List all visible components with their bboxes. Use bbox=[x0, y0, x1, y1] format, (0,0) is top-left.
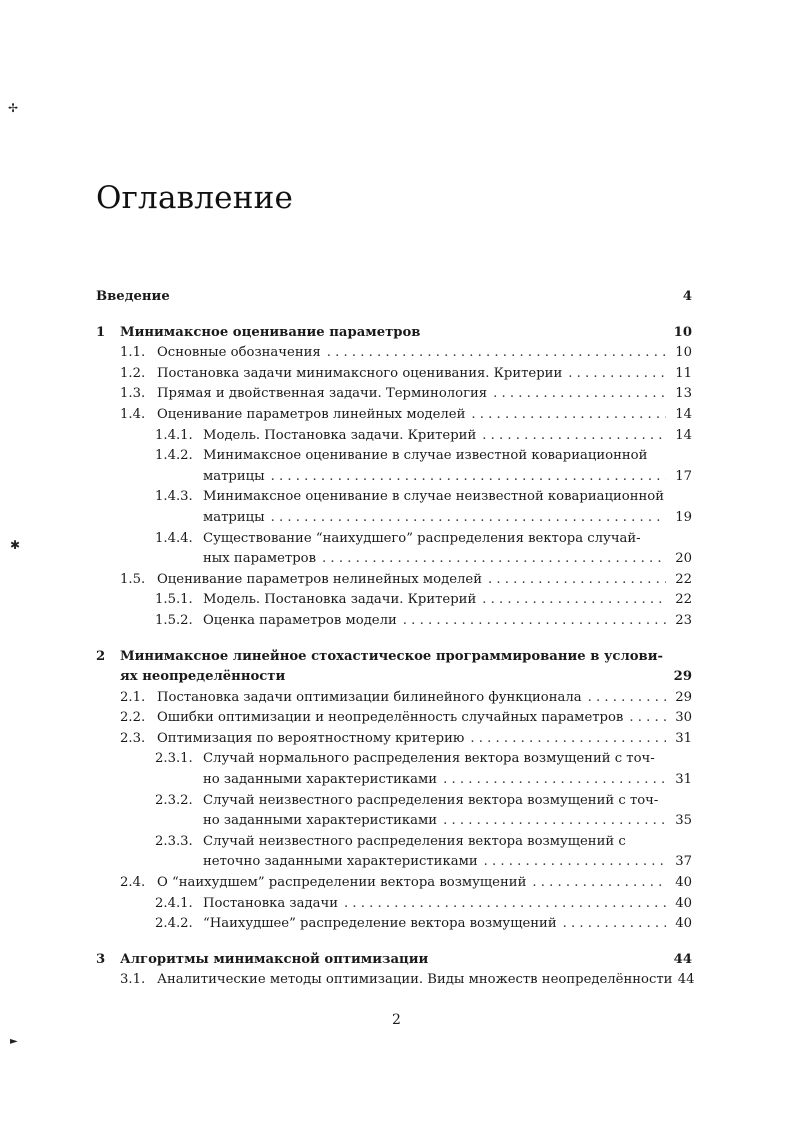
toc-subsection-2-3-1[interactable] bbox=[96, 749, 692, 770]
toc-subsection-number: 1.4.1. bbox=[155, 427, 193, 443]
toc-chapter-1[interactable] bbox=[96, 323, 692, 344]
toc-page-number: 22 bbox=[675, 592, 692, 608]
toc-subsection-title: Постановка задачи bbox=[203, 895, 338, 911]
toc-section-number: 2.2. bbox=[120, 710, 146, 726]
scan-mark-icon: ✢ bbox=[8, 101, 19, 115]
toc-section-2-4[interactable] bbox=[96, 873, 692, 894]
toc-subsection-title: но заданными характеристиками bbox=[203, 772, 438, 788]
toc-page-number: 29 bbox=[673, 669, 692, 685]
toc-leader-dots bbox=[471, 405, 666, 426]
toc-subsection-number: 2.4.2. bbox=[155, 916, 193, 932]
toc-page-number: 14 bbox=[675, 406, 692, 422]
toc-leader-dots bbox=[532, 873, 666, 894]
toc-subsection-number: 1.4.4. bbox=[155, 530, 193, 546]
toc-section-1-2[interactable] bbox=[96, 364, 692, 385]
toc-page-number: 13 bbox=[675, 386, 692, 402]
toc-section-title: Аналитические методы оптимизации. Виды множеств неопределённости bbox=[157, 972, 673, 988]
toc-chapter-2-continued[interactable] bbox=[96, 667, 692, 688]
toc-subsection-1-4-4[interactable] bbox=[96, 529, 692, 550]
toc-subsection-title: Случай нормального распределения вектора возмущений с точ- bbox=[203, 751, 655, 767]
toc-chapter-3[interactable] bbox=[96, 950, 692, 971]
toc-subsection-1-5-1[interactable] bbox=[96, 590, 692, 611]
toc-leader-dots bbox=[403, 611, 666, 632]
toc-leader-dots bbox=[344, 894, 666, 915]
toc-page-number: 31 bbox=[675, 772, 692, 788]
toc-chapter-title: ях неопределённости bbox=[120, 669, 286, 685]
toc-section-title: Ошибки оптимизации и неопределённость случайных параметров bbox=[157, 710, 624, 726]
toc-subsection-2-3-2-continued[interactable] bbox=[96, 811, 692, 832]
toc-subsection-number: 1.4.2. bbox=[155, 448, 193, 464]
toc-leader-dots bbox=[271, 508, 666, 529]
toc-leader-dots bbox=[443, 770, 666, 791]
toc-section-title: Постановка задачи оптимизации билинейного функционала bbox=[157, 689, 582, 705]
toc-subsection-title: Существование “наихудшего” распределения вектора случай- bbox=[203, 530, 641, 546]
toc-subsection-title: Модель. Постановка задачи. Критерий bbox=[203, 592, 477, 608]
toc-page-number: 19 bbox=[675, 509, 692, 525]
toc-leader-dots bbox=[470, 729, 666, 750]
toc-chapter-title: Алгоритмы минимаксной оптимизации bbox=[120, 951, 429, 967]
toc-chapter-2[interactable] bbox=[96, 647, 692, 668]
toc-page-number: 23 bbox=[675, 612, 692, 628]
toc-subsection-title: Минимаксное оценивание в случае неизвестной ковариационной bbox=[203, 489, 665, 505]
toc-page-number: 20 bbox=[675, 551, 692, 567]
toc-section-number: 2.3. bbox=[120, 730, 146, 746]
toc-subsection-title: неточно заданными характеристиками bbox=[203, 854, 478, 870]
page-title: Оглавление bbox=[96, 180, 293, 216]
toc-leader-dots bbox=[271, 467, 666, 488]
toc-page-number: 4 bbox=[682, 289, 692, 304]
toc-page-number: 22 bbox=[675, 571, 692, 587]
toc-subsection-number: 2.3.2. bbox=[155, 792, 193, 808]
toc-leader-dots bbox=[482, 426, 666, 447]
toc-subsection-number: 1.4.3. bbox=[155, 489, 193, 505]
toc-subsection-number: 2.3.1. bbox=[155, 751, 193, 767]
toc-section-number: 1.3. bbox=[120, 386, 146, 402]
toc-leader-dots bbox=[488, 570, 666, 591]
toc-section-2-3[interactable] bbox=[96, 729, 692, 750]
toc-page-number: 14 bbox=[675, 427, 692, 443]
toc-section-number: 1.5. bbox=[120, 571, 146, 587]
toc-section-title: О “наихудшем” распределении вектора возмущений bbox=[157, 875, 527, 891]
scan-mark-icon: ► bbox=[10, 1036, 18, 1047]
toc-subsection-number: 1.5.1. bbox=[155, 592, 193, 608]
toc-page-number: 40 bbox=[675, 875, 692, 891]
toc-leader-dots bbox=[322, 549, 666, 570]
toc-subsection-2-3-1-continued[interactable] bbox=[96, 770, 692, 791]
toc-chapter-number: 1 bbox=[96, 324, 106, 340]
toc-section-number: 1.4. bbox=[120, 406, 146, 422]
toc-subsection-title: но заданными характеристиками bbox=[203, 813, 438, 829]
toc-section-title: Основные обозначения bbox=[157, 345, 321, 361]
toc-page-number: 11 bbox=[675, 365, 692, 381]
toc-leader-dots bbox=[588, 688, 666, 709]
toc-section-number: 1.2. bbox=[120, 365, 146, 381]
toc-page-number: 40 bbox=[675, 916, 692, 932]
toc-leader-dots bbox=[482, 590, 666, 611]
toc-section-2-1[interactable] bbox=[96, 688, 692, 709]
toc-chapter-title: Минимаксное линейное стохастическое программирование в услови- bbox=[120, 648, 663, 664]
toc-subsection-title: Минимаксное оценивание в случае известной ковариационной bbox=[203, 448, 648, 464]
toc-leader-dots bbox=[563, 914, 666, 935]
toc-subsection-1-4-2-continued[interactable] bbox=[96, 467, 692, 488]
toc-leader-dots bbox=[629, 708, 666, 729]
toc-page-number: 10 bbox=[675, 345, 692, 361]
toc-page-number: 17 bbox=[675, 468, 692, 484]
toc-subsection-1-4-1[interactable] bbox=[96, 426, 692, 447]
toc-section-title: Постановка задачи минимаксного оценивания. Критерии bbox=[157, 365, 563, 381]
toc-subsection-number: 2.4.1. bbox=[155, 895, 193, 911]
toc-page-number: 44 bbox=[677, 972, 695, 988]
toc-section-1-4[interactable] bbox=[96, 405, 692, 426]
toc-leader-dots bbox=[327, 343, 666, 364]
toc-subsection-2-3-3[interactable] bbox=[96, 832, 692, 853]
toc-section-1-1[interactable] bbox=[96, 343, 692, 364]
toc-leader-dots bbox=[443, 811, 666, 832]
toc-subsection-2-4-1[interactable] bbox=[96, 894, 692, 915]
toc-entry-intro[interactable] bbox=[96, 287, 692, 308]
toc-section-title: Прямая и двойственная задачи. Терминология bbox=[157, 386, 488, 402]
toc-subsection-1-4-3-continued[interactable] bbox=[96, 508, 692, 529]
toc-section-title: Оценивание параметров нелинейных моделей bbox=[157, 571, 482, 587]
toc-subsection-2-4-2[interactable] bbox=[96, 914, 692, 935]
toc-subsection-title: матрицы bbox=[203, 509, 265, 525]
toc-section-number: 2.4. bbox=[120, 875, 146, 891]
toc-subsection-title: Случай неизвестного распределения вектора возмущений с точ- bbox=[203, 792, 659, 808]
toc-subsection-1-4-2[interactable] bbox=[96, 446, 692, 467]
toc-subsection-number: 1.5.2. bbox=[155, 612, 193, 628]
toc-section-number: 3.1. bbox=[120, 972, 146, 988]
scan-mark-icon: ✱ bbox=[10, 538, 21, 552]
toc-subsection-title: Модель. Постановка задачи. Критерий bbox=[203, 427, 477, 443]
toc-subsection-1-4-4-continued[interactable] bbox=[96, 549, 692, 570]
toc-section-title: Оптимизация по вероятностному критерию bbox=[157, 730, 465, 746]
toc-subsection-title: Оценка параметров модели bbox=[203, 612, 397, 628]
toc-section-title: Оценивание параметров линейных моделей bbox=[157, 406, 466, 422]
toc-page-number: 31 bbox=[675, 730, 692, 746]
toc-leader-dots bbox=[484, 852, 666, 873]
toc-subsection-1-4-3[interactable] bbox=[96, 487, 692, 508]
toc-subsection-2-3-3-continued[interactable] bbox=[96, 852, 692, 873]
toc-subsection-number: 2.3.3. bbox=[155, 833, 193, 849]
toc-subsection-title: ных параметров bbox=[203, 551, 317, 567]
toc-page-number: 35 bbox=[675, 813, 692, 829]
toc-section-1-5[interactable] bbox=[96, 570, 692, 591]
toc-page-number: 44 bbox=[673, 951, 692, 967]
toc-page-number: 40 bbox=[675, 895, 692, 911]
toc-chapter-number: 3 bbox=[96, 951, 106, 967]
toc-section-number: 2.1. bbox=[120, 689, 146, 705]
toc-subsection-title: “Наихудшее” распределение вектора возмущений bbox=[203, 916, 557, 932]
toc-leader-dots bbox=[493, 384, 666, 405]
toc-section-2-2[interactable] bbox=[96, 708, 692, 729]
toc-page-number: 10 bbox=[673, 324, 692, 340]
toc-subsection-title: матрицы bbox=[203, 468, 265, 484]
toc-chapter-title: Минимаксное оценивание параметров bbox=[120, 324, 421, 340]
toc-subsection-title: Случай неизвестного распределения вектора возмущений с bbox=[203, 833, 626, 849]
toc-subsection-2-3-2[interactable] bbox=[96, 791, 692, 812]
toc-section-1-3[interactable] bbox=[96, 384, 692, 405]
toc-leader-dots bbox=[568, 364, 666, 385]
toc-subsection-1-5-2[interactable] bbox=[96, 611, 692, 632]
toc-entry-title: Введение bbox=[96, 289, 170, 304]
toc-page-number: 37 bbox=[675, 854, 692, 870]
toc-chapter-number: 2 bbox=[96, 648, 106, 664]
toc-section-number: 1.1. bbox=[120, 345, 146, 361]
toc-section-3-1[interactable] bbox=[96, 970, 695, 991]
toc-page-number: 29 bbox=[675, 689, 692, 705]
toc-page-number: 30 bbox=[675, 710, 692, 726]
page-number: 2 bbox=[392, 1012, 401, 1028]
table-of-contents bbox=[96, 287, 695, 991]
